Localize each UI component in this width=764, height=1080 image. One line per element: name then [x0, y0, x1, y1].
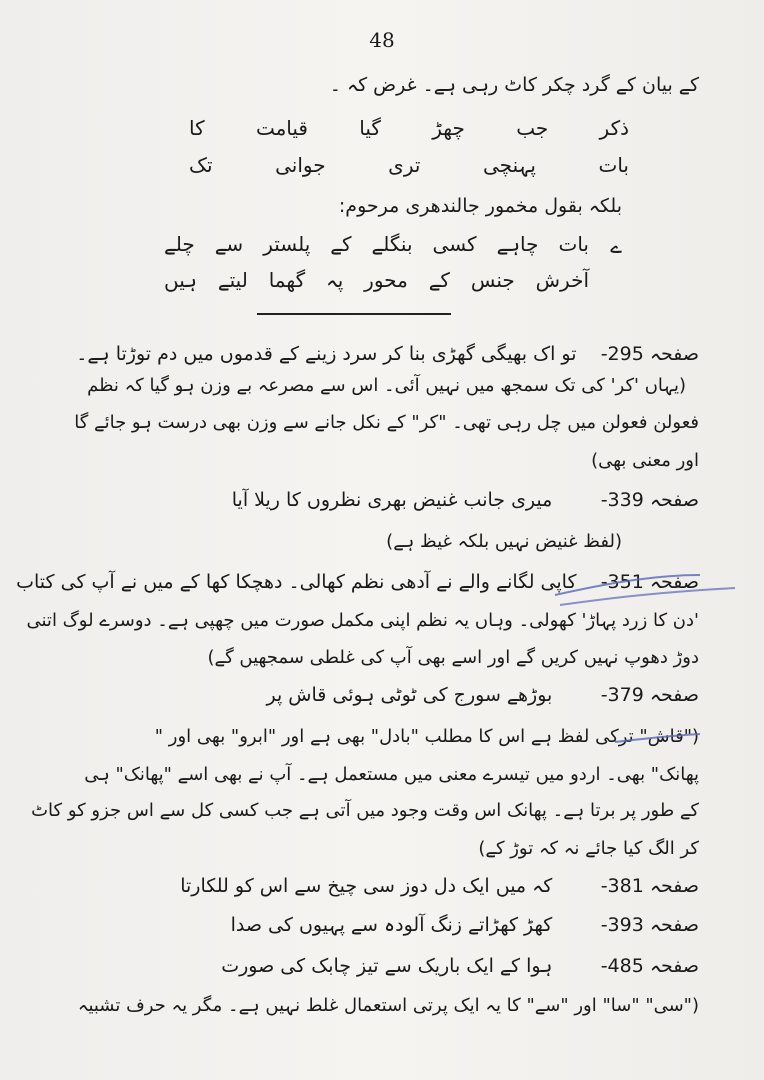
note-line: کے طور پر برتا ہے۔ پھانک اس وقت وجود میں آتی ہے جب کسی کل سے اس جزو کو کاٹ [31, 800, 699, 821]
verse-word: جوانی [275, 153, 326, 177]
verse-word: کے [330, 232, 352, 256]
entry-page-ref: صفحہ 295- [600, 343, 699, 365]
verse-word: گیا [359, 116, 381, 140]
verse-word: ہیں [164, 268, 198, 292]
entry-text: تو اک بھیگی گھڑی بنا کر سرد زینے کے قدموں میں دم توڑتا ہے۔ [76, 343, 577, 365]
verse-word: بات [558, 232, 589, 256]
verse-word: آخرش [535, 268, 589, 292]
verse-word: لیتے [217, 268, 248, 292]
entry-text: کھڑ کھڑاتے زنگ آلودہ سے پہیوں کی صدا [230, 914, 553, 936]
page-number: 48 [369, 28, 395, 52]
verse-word: پہنچی [483, 153, 536, 177]
note-line: کر الگ کیا جائے نہ کہ توڑ کے) [478, 838, 699, 859]
verse-word: چاہے [496, 232, 539, 256]
verse-word: تک [189, 153, 213, 177]
note-line: اور معنی بھی) [591, 450, 699, 471]
verse-word: بنگلے [371, 232, 413, 256]
verse-word: سے [214, 232, 244, 256]
verse-word: پلستر [263, 232, 311, 256]
entry-page-ref: صفحہ 485- [600, 955, 699, 977]
note-line: دوڑ دھوپ نہیں کریں گے اور اسے بھی آپ کی غلطی سمجھیں گے) [207, 647, 699, 668]
entry-text: ہوا کے ایک باریک سے تیز چابک کی صورت [221, 955, 553, 977]
note-line: 'دن کا زرد پہاڑ' کھولی۔ وہاں یہ نظم اپنی مکمل صورت میں چھپی ہے۔ دوسرے لوگ اتنی [26, 610, 699, 631]
verse-word: جنس [470, 268, 515, 292]
verse-word: گھما [268, 268, 306, 292]
verse-word: قیامت [255, 116, 308, 140]
verse-word: محور [364, 268, 408, 292]
verse-word: کسی [432, 232, 477, 256]
note-line: فعولن فعولن میں چل رہی تھی۔ "کر" کے نکل جانے سے وزن بھی درست ہو جائے گا [74, 412, 699, 433]
verse-word: بات [598, 153, 629, 177]
verse-marker: ے [610, 234, 622, 258]
note-line: ("قاش" ترکی لفظ ہے اس کا مطلب "بادل" بھی ہے اور "ابرو" بھی اور " [154, 726, 699, 747]
entry-page-ref: صفحہ 393- [600, 914, 699, 936]
entry-text: کاپی لگانے والے نے آدھی نظم کھالی۔ دھچکا کھا کے میں نے آپ کی کتاب [16, 571, 577, 593]
entry-page-ref: صفحہ 351- [600, 571, 699, 593]
pen-bracket-mark [615, 734, 700, 742]
entry-text: میری جانب غنیض بھری نظروں کا ریلا آیا [231, 489, 553, 511]
verse-word: چھڑ [432, 116, 465, 140]
note-line: (یہاں 'کر' کی تک سمجھ میں نہیں آئی۔ اس سے مصرعہ بے وزن ہو گیا کہ نظم [87, 375, 686, 396]
verse-word: تری [388, 153, 421, 177]
verse-word: پہ [325, 268, 344, 292]
entry-text: بوڑھے سورج کی ٹوٹی ہوئی قاش پر [266, 684, 553, 706]
verse-word: چلے [164, 232, 195, 256]
verse-word: جب [516, 116, 549, 140]
entry-page-ref: صفحہ 339- [600, 489, 699, 511]
verse-word: کے [428, 268, 450, 292]
entry-page-ref: صفحہ 381- [600, 875, 699, 897]
note-line: (لفظ غنیض نہیں بلکہ غیظ ہے) [386, 531, 622, 552]
pen-underline-mark [560, 588, 735, 605]
note-line: پھانک" بھی۔ اردو میں تیسرے معنی میں مستعمل ہے۔ آپ نے بھی اسے "پھانک" ہی [84, 764, 699, 785]
verse-word: کا [189, 116, 205, 140]
entry-page-ref: صفحہ 379- [600, 684, 699, 706]
attribution-line: بلکہ بقول مخمور جالندھری مرحوم: [338, 195, 622, 217]
verse-word: ذکر [599, 116, 629, 140]
intro-line: کے بیان کے گرد چکر کاٹ رہی ہے۔ غرض کہ ۔ [329, 74, 699, 96]
entry-text: کہ میں ایک دل دوز سی چیخ سے اس کو للکارتا [180, 875, 553, 897]
note-line: ("سی" "سا" اور "سے" کا یہ ایک پرتی استعمال غلط نہیں ہے۔ مگر یہ حرف تشبیہ [77, 995, 699, 1016]
